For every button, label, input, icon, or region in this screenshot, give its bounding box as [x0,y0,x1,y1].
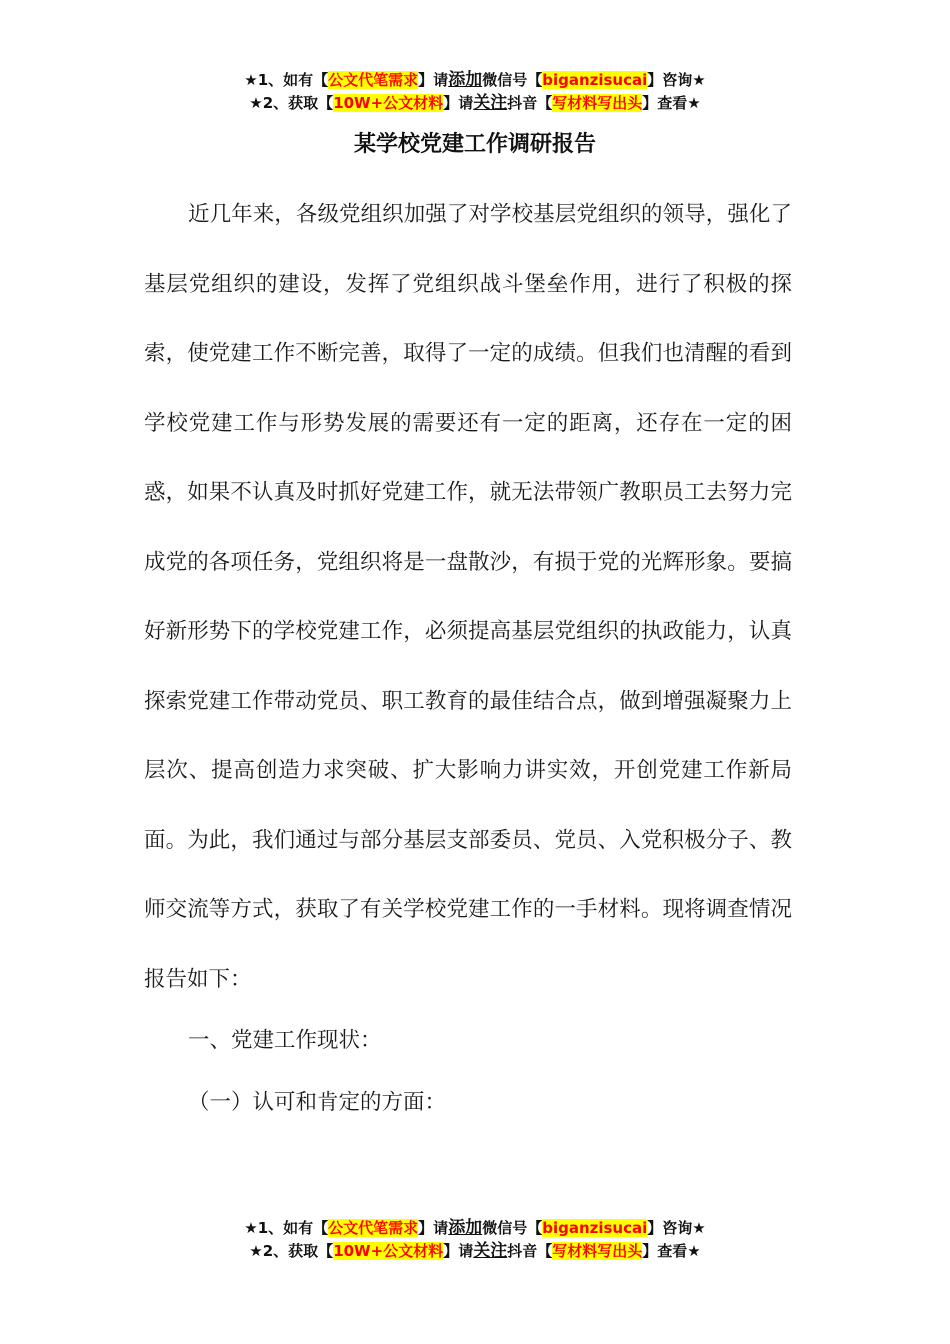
highlight-douyin-id: 写材料写出头 [552,94,643,112]
banner-line-1: ★1、如有【公文代笔需求】请添加微信号【biganzisucai】咨询★ [244,1218,706,1238]
footer-banner [0,1217,950,1263]
highlight-materials: 10W+公文材料 [333,1242,444,1260]
banner-line-2: ★2、获取【10W+公文材料】请关注抖音【写材料写出头】查看★ [249,93,701,113]
banner-line-2: ★2、获取【10W+公文材料】请关注抖音【写材料写出头】查看★ [249,1241,701,1261]
body-paragraph: 近几年来，各级党组织加强了对学校基层党组织的领导，强化了基层党组织的建设，发挥了党组织战斗堡垒作用，进行了积极的探索，使党建工作不断完善，取得了一定的成绩。但我们也清醒的看到学校党建工作与形势发展的需要还有一定的距离，还存在一定的困惑，如果不认真及时抓好党建工作，就无法带领广教职员工去努力完成党的各项任务，党组织将是一盘散沙，有损于党的光辉形象。要搞好新形势下的学校党建工作，必须提高基层党组织的执政能力，认真探索党建工作带动党员、职工教育的最佳结合点，做到增强凝聚力上层次、提高创造力求突破、扩大影响力讲实效，开创党建工作新局面。为此，我们通过与部分基层支部委员、党员、入党积极分子、教师交流等方式，获取了有关学校党建工作的一手材料。现将调查情况报告如下： [144,202,792,992]
section-heading: 一、党建工作现状： [188,1028,382,1053]
highlight-materials: 10W+公文材料 [333,94,444,112]
subsection-heading: （一）认可和肯定的方面： [188,1089,447,1115]
highlight-wechat-id: biganzisucai [542,1219,648,1237]
highlight-service: 公文代笔需求 [328,71,419,89]
document-title: 某学校党建工作调研报告 [353,132,596,157]
header-banner [0,69,950,115]
document-body [144,180,792,1137]
banner-line-1: ★1、如有【公文代笔需求】请添加微信号【biganzisucai】咨询★ [244,70,706,90]
highlight-douyin-id: 写材料写出头 [552,1242,643,1260]
highlight-wechat-id: biganzisucai [542,71,648,89]
highlight-service: 公文代笔需求 [328,1219,419,1237]
